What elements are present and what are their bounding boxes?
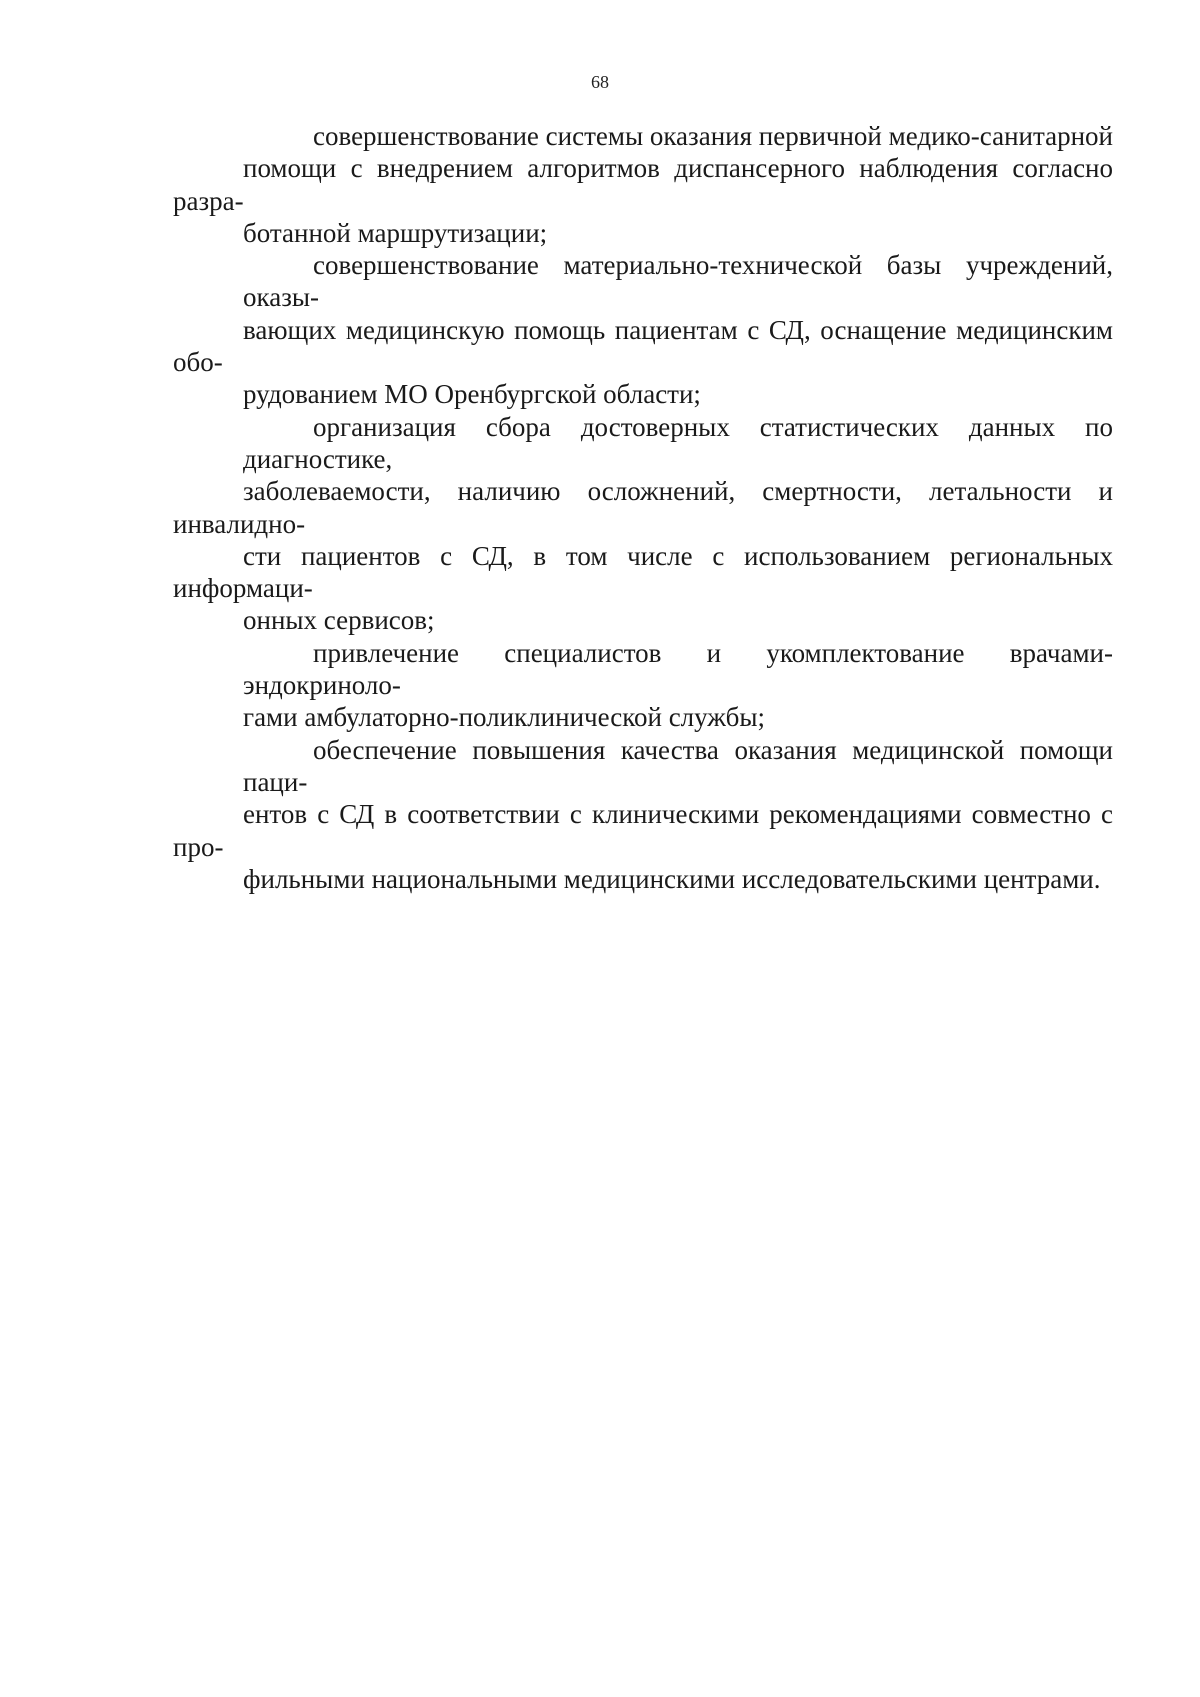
text-line: обеспечение повышения качества оказания медицинской помощи паци- <box>243 734 1113 797</box>
text-line: заболеваемости, наличию осложнений, смертности, летальности и инвалидно- <box>173 476 1113 539</box>
text-line: ботанной маршрутизации; <box>243 217 548 248</box>
text-line: совершенствование системы оказания первичной медико-санитарной <box>313 121 1113 151</box>
text-line: помощи с внедрением алгоритмов диспансерного наблюдения согласно разра- <box>173 153 1113 216</box>
text-line: сти пациентов с СД, в том числе с использованием региональных информаци- <box>173 540 1113 604</box>
text-line: рудованием МО Оренбургской области; <box>243 379 701 410</box>
paragraph-material-base <box>173 249 1113 410</box>
text-line: вающих медицинскую помощь пациентам с СД, оснащение медицинским обо- <box>173 314 1113 378</box>
page-number: 68 <box>591 72 609 92</box>
text-line: фильными национальными медицинскими исследовательскими центрами. <box>243 863 1101 894</box>
text-line: привлечение специалистов и укомплектование врачами-эндокриноло- <box>243 637 1113 701</box>
paragraph-quality <box>173 734 1113 895</box>
text-line: гами амбулаторно-поликлинической службы; <box>243 702 765 733</box>
text-line: ентов с СД в соответствии с клиническими рекомендациями совместно с про- <box>173 799 1113 862</box>
body-text <box>173 120 1113 895</box>
text-line: совершенствование материально-технической базы учреждений, оказы- <box>243 250 1113 313</box>
paragraph-statistics <box>173 411 1113 637</box>
text-line: онных сервисов; <box>243 605 435 636</box>
paragraph-primary-care <box>173 120 1113 249</box>
paragraph-specialists <box>173 637 1113 734</box>
text-line: организация сбора достоверных статистических данных по диагностике, <box>243 411 1113 474</box>
